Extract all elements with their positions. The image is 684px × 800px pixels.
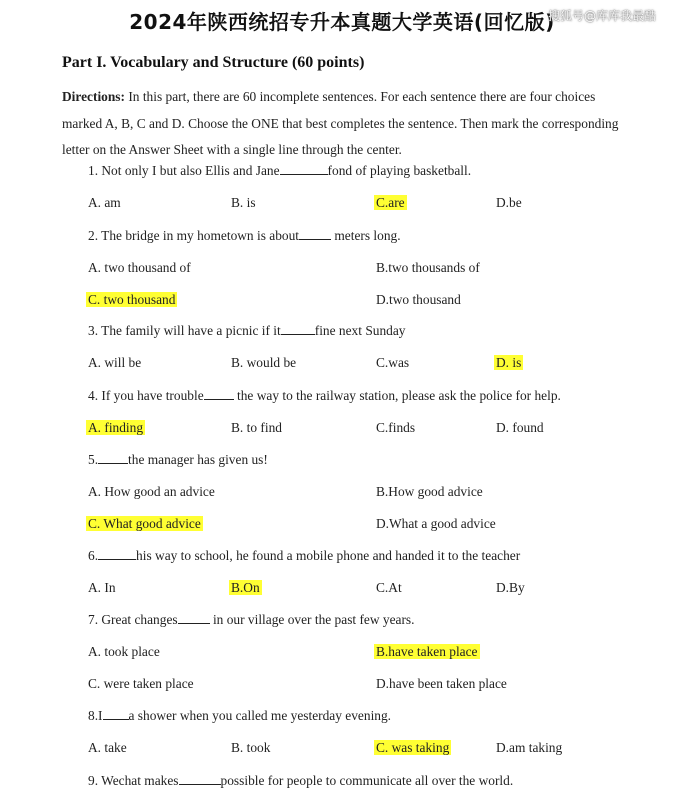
option-b [231, 195, 256, 211]
question-text: 6. [88, 548, 99, 563]
option-label: A. In [88, 580, 116, 595]
option-label: C.was [376, 355, 410, 370]
directions-label: Directions: [62, 89, 125, 104]
option-b [231, 355, 296, 371]
option-d [376, 516, 496, 532]
option-label: C. two thousand [88, 292, 176, 307]
question-2 [88, 228, 401, 244]
option-label: D. is [496, 355, 522, 370]
watermark: 搜狐号@库库我最酷 [548, 9, 657, 23]
option-d [496, 420, 544, 436]
option-c [376, 195, 407, 211]
option-label: B.How good advice [376, 484, 483, 499]
option-label: D.What a good advice [376, 516, 496, 531]
answer-blank [103, 708, 129, 720]
option-label: D.By [496, 580, 525, 595]
question-1 [88, 163, 471, 179]
option-d [496, 740, 562, 756]
option-label: A. How good an advice [88, 484, 215, 499]
question-text: 9. Wechat makes [88, 773, 179, 788]
option-c [88, 676, 194, 692]
option-a [88, 195, 121, 211]
question-text: 2. The bridge in my hometown is about [88, 228, 300, 243]
question-text-tail: fine next Sunday [314, 323, 406, 338]
question-9 [88, 773, 513, 789]
page-title: 2024年陕西统招专升本真题大学英语(回忆版) [129, 10, 555, 34]
option-label: D.have been taken place [376, 676, 507, 691]
question-text: 3. The family will have a picnic if it [88, 323, 281, 338]
answer-blank [281, 323, 315, 335]
question-text-tail: the manager has given us! [128, 452, 268, 467]
option-a [88, 484, 215, 500]
question-text-tail: possible for people to communicate all over the world. [220, 773, 514, 788]
option-a [88, 644, 160, 660]
option-b [376, 260, 480, 276]
option-a [88, 260, 191, 276]
option-label: A. am [88, 195, 121, 210]
question-7 [88, 612, 415, 628]
question-text-tail: fond of playing basketball. [327, 163, 472, 178]
option-c [88, 292, 177, 308]
option-d [496, 195, 522, 211]
option-d [376, 292, 461, 308]
option-c [376, 420, 415, 436]
answer-blank [299, 228, 331, 240]
question-text: 1. Not only I but also Ellis and Jane [88, 163, 280, 178]
question-5 [88, 452, 268, 468]
option-b [231, 580, 262, 596]
question-text: 5. [88, 452, 99, 467]
option-label: D.two thousand [376, 292, 461, 307]
option-a [88, 355, 141, 371]
option-label: B. took [231, 740, 271, 755]
option-c [376, 580, 402, 596]
option-label: C. were taken place [88, 676, 194, 691]
answer-blank [204, 388, 234, 400]
option-label: B.two thousands of [376, 260, 480, 275]
option-c [88, 516, 203, 532]
answer-blank [179, 773, 221, 785]
question-text-tail: his way to school, he found a mobile phone and handed it to the teacher [136, 548, 521, 563]
option-c [376, 355, 409, 371]
option-label: C.are [376, 195, 405, 210]
option-label: A. will be [88, 355, 142, 370]
question-text: 7. Great changes [88, 612, 178, 627]
option-a [88, 420, 145, 436]
directions [62, 84, 622, 164]
option-label: A. take [88, 740, 127, 755]
option-label: A. finding [88, 420, 144, 435]
part-heading: Part I. Vocabulary and Structure (60 points) [62, 54, 365, 71]
option-label: A. took place [88, 644, 160, 659]
option-label: C. What good advice [88, 516, 201, 531]
answer-blank [178, 612, 210, 624]
question-text-tail: a shower when you called me yesterday evening. [128, 708, 392, 723]
option-label: B. would be [231, 355, 297, 370]
option-b [231, 420, 282, 436]
option-c [376, 740, 451, 756]
answer-blank [98, 452, 128, 464]
question-text: 4. If you have trouble [88, 388, 204, 403]
option-d [496, 355, 523, 371]
option-label: B.have taken place [376, 644, 478, 659]
option-label: D. found [496, 420, 544, 435]
option-b [376, 644, 480, 660]
answer-blank [98, 548, 136, 560]
question-4 [88, 388, 561, 404]
option-label: C.finds [376, 420, 416, 435]
option-b [376, 484, 483, 500]
option-label: B. to find [231, 420, 282, 435]
answer-blank [280, 163, 328, 175]
option-label: B.On [231, 580, 260, 595]
option-label: D.am taking [496, 740, 563, 755]
question-8 [88, 708, 391, 724]
question-text-tail: the way to the railway station, please ask the police for help. [233, 388, 561, 403]
option-label: C. was taking [376, 740, 450, 755]
question-text: 8.I [88, 708, 103, 723]
question-6 [88, 548, 520, 564]
directions-text: In this part, there are 60 incomplete sentences. For each sentence there are four choices marked A, B, C and D. Choose the ONE that best completes the sentence. Then mark the corresponding letter on the Answer Sheet with a single line through the center. [62, 89, 619, 157]
option-d [496, 580, 525, 596]
question-3 [88, 323, 406, 339]
option-label: D.be [496, 195, 522, 210]
question-text-tail: in our village over the past few years. [209, 612, 415, 627]
option-label: C.At [376, 580, 402, 595]
question-text-tail: meters long. [331, 228, 401, 243]
option-label: B. is [231, 195, 256, 210]
option-a [88, 740, 127, 756]
option-a [88, 580, 116, 596]
option-d [376, 676, 507, 692]
option-b [231, 740, 270, 756]
option-label: A. two thousand of [88, 260, 191, 275]
